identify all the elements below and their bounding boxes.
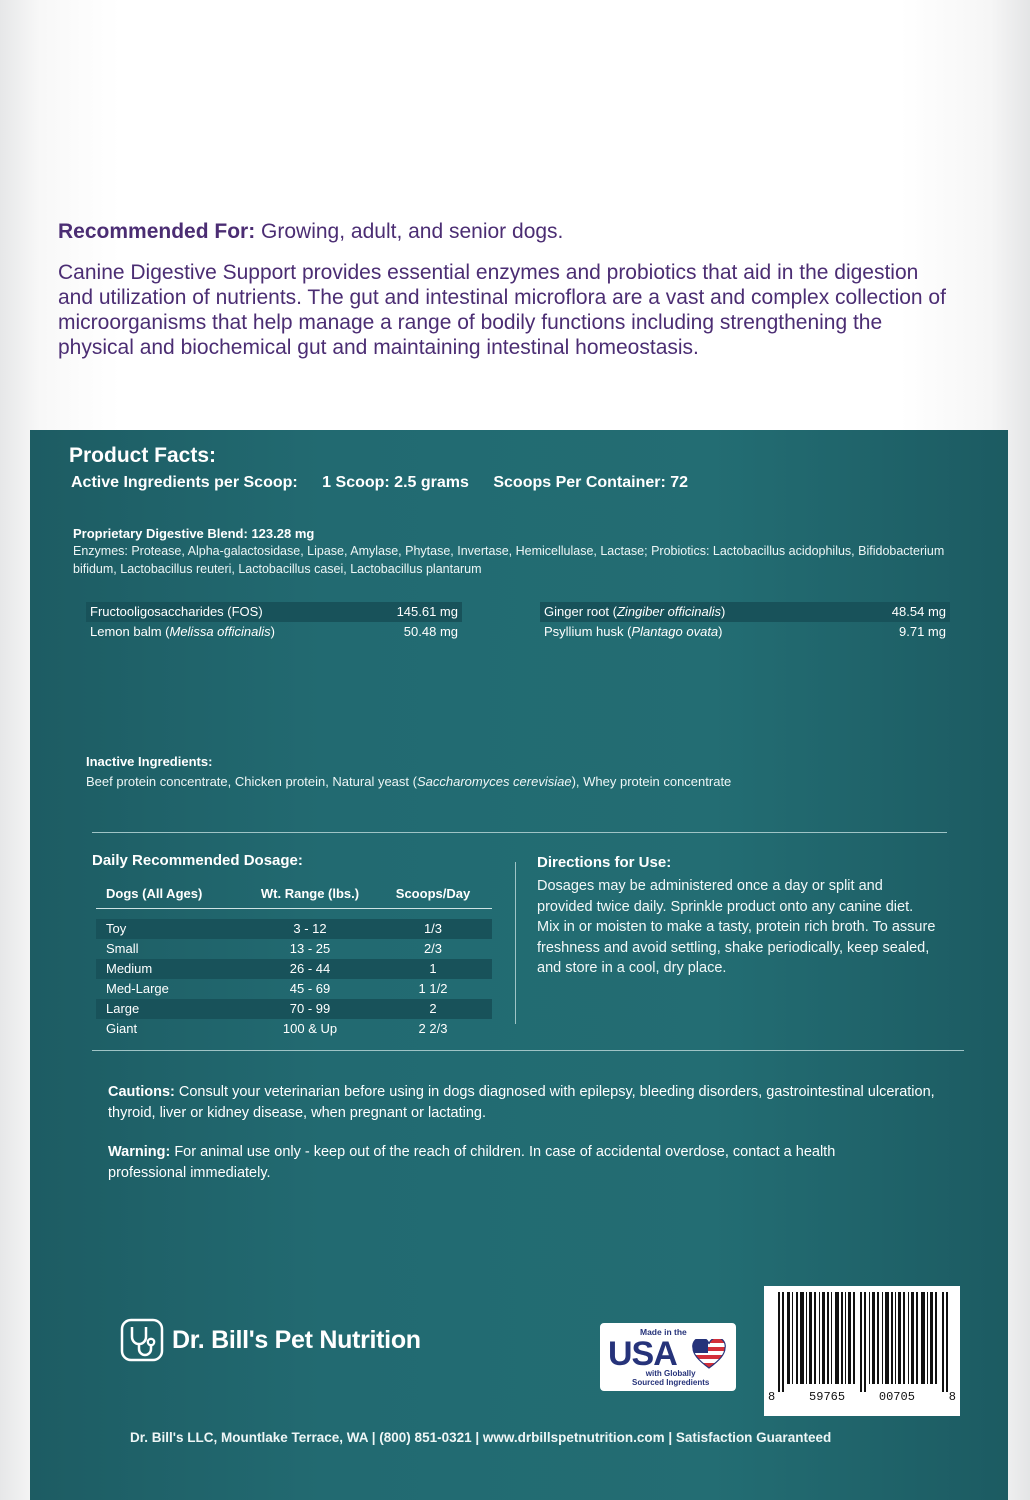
- ingredient-row: [86, 622, 462, 642]
- section-divider: [92, 1050, 964, 1051]
- ingredient-name: Fructooligosaccharides (FOS): [90, 604, 263, 619]
- brand-name: Dr. Bill's Pet Nutrition: [172, 1325, 421, 1354]
- column-divider: [515, 862, 516, 1024]
- usa-label: USA: [608, 1335, 677, 1373]
- recommended-for: Recommended For: Growing, adult, and senior dogs.: [58, 220, 564, 243]
- dosage-title: Daily Recommended Dosage:: [92, 852, 303, 869]
- header-weight: Wt. Range (lbs.): [260, 886, 360, 901]
- info-panel: [30, 430, 1008, 1500]
- directions-text: Dosages may be administered once a day or split and provided twice daily. Sprinkle product onto any canine diet. Mix in or moisten to make a tasty, protein rich broth. To assure freshness and avoid settling, shake periodically, keep sealed, and store in a cool, dry place.: [537, 878, 936, 976]
- table-row: Toy 3 - 12 1/3: [96, 919, 492, 939]
- product-description: Canine Digestive Support provides essential enzymes and probiotics that aid in the digestion and utilization of nutrients. The gut and intestinal microflora are a vast and complex collection of microorganisms that help manage a range of bodily functions including strengthening the physical and biochemical gut and maintaining intestinal homeostasis.: [58, 261, 946, 359]
- table-row: Small 13 - 25 2/3: [106, 941, 443, 956]
- barcode-digits: 8 59765 00705 8: [768, 1390, 956, 1404]
- table-row: Medium 26 - 44 1: [96, 959, 492, 979]
- inactive-ingredients-text: Beef protein concentrate, Chicken protein, Natural yeast (Saccharomyces cerevisiae), Whey protein concentrate: [86, 774, 732, 789]
- dosage-table: [96, 880, 492, 1039]
- ingredient-table-left: [86, 602, 462, 642]
- ingredient-name: Lemon balm (Melissa officinalis): [90, 624, 275, 639]
- header-dogs: Dogs (All Ages): [106, 886, 203, 901]
- ingredient-amount: 145.61 mg: [396, 604, 458, 619]
- warning-text: Warning: For animal use only - keep out of the reach of children. In case of accidental overdose, contact a health professional immediately.: [108, 1144, 836, 1181]
- made-in-label: Made in the: [640, 1327, 687, 1337]
- barcode: [764, 1286, 960, 1416]
- dosage-table-header: [96, 880, 492, 909]
- inactive-ingredients-title: Inactive Ingredients:: [86, 754, 213, 769]
- barcode-bars: [778, 1292, 950, 1392]
- ingredient-row: [86, 602, 462, 622]
- section-divider: [92, 832, 947, 833]
- ingredient-name: Ginger root (Zingiber officinalis): [544, 604, 726, 619]
- top-description-section: [0, 0, 1030, 430]
- table-row: Med-Large 45 - 69 1 1/2: [106, 981, 448, 996]
- cautions-text: Cautions: Consult your veterinarian before using in dogs diagnosed with epilepsy, bleeding disorders, gastrointestinal ulceration, thyroid, liver or kidney disease, when pregnant or lactating.: [108, 1084, 935, 1121]
- dosage-table-body: [96, 919, 492, 1039]
- company-footer: Dr. Bill's LLC, Mountlake Terrace, WA | (800) 851-0321 | www.drbillspetnutrition.com | Satisfaction Guaranteed: [130, 1430, 832, 1445]
- blend-title: Proprietary Digestive Blend: 123.28 mg: [73, 526, 315, 541]
- product-facts-title: Product Facts:: [69, 444, 217, 467]
- blend-ingredients: Enzymes: Protease, Alpha-galactosidase, Lipase, Amylase, Phytase, Invertase, Hemicellulase, Lactase; Probiotics: Lactobacillus acidophilus, Bifidobacterium bifidum, Lactobacillus reuteri, Lactobacillus casei, Lactobacillus plantarum: [73, 544, 945, 576]
- serving-info-row: [71, 474, 708, 492]
- ingredient-row: [540, 602, 950, 622]
- made-in-usa-badge: [600, 1323, 736, 1391]
- us-flag-heart-icon: [692, 1339, 726, 1369]
- directions-title: Directions for Use:: [537, 854, 672, 871]
- active-ingredients-label: Active Ingredients per Scoop:: [71, 474, 298, 491]
- ingredient-table-right: [540, 602, 950, 642]
- ingredient-row: [540, 622, 950, 642]
- ingredient-amount: 9.71 mg: [899, 624, 946, 639]
- table-row: Large 70 - 99 2: [96, 999, 492, 1019]
- brand-logo: [120, 1318, 421, 1362]
- ingredient-amount: 48.54 mg: [891, 604, 946, 619]
- stethoscope-logo-icon: [120, 1318, 164, 1362]
- ingredient-name: Psyllium husk (Plantago ovata): [544, 624, 723, 639]
- table-row: Giant 100 & Up 2 2/3: [106, 1021, 448, 1036]
- header-scoops: Scoops/Day: [395, 886, 471, 901]
- sourced-label: with Globally Sourced Ingredients: [632, 1369, 710, 1387]
- scoop-size: 1 Scoop: 2.5 grams: [322, 474, 469, 491]
- ingredient-amount: 50.48 mg: [403, 624, 458, 639]
- scoops-per-container: Scoops Per Container: 72: [493, 474, 689, 491]
